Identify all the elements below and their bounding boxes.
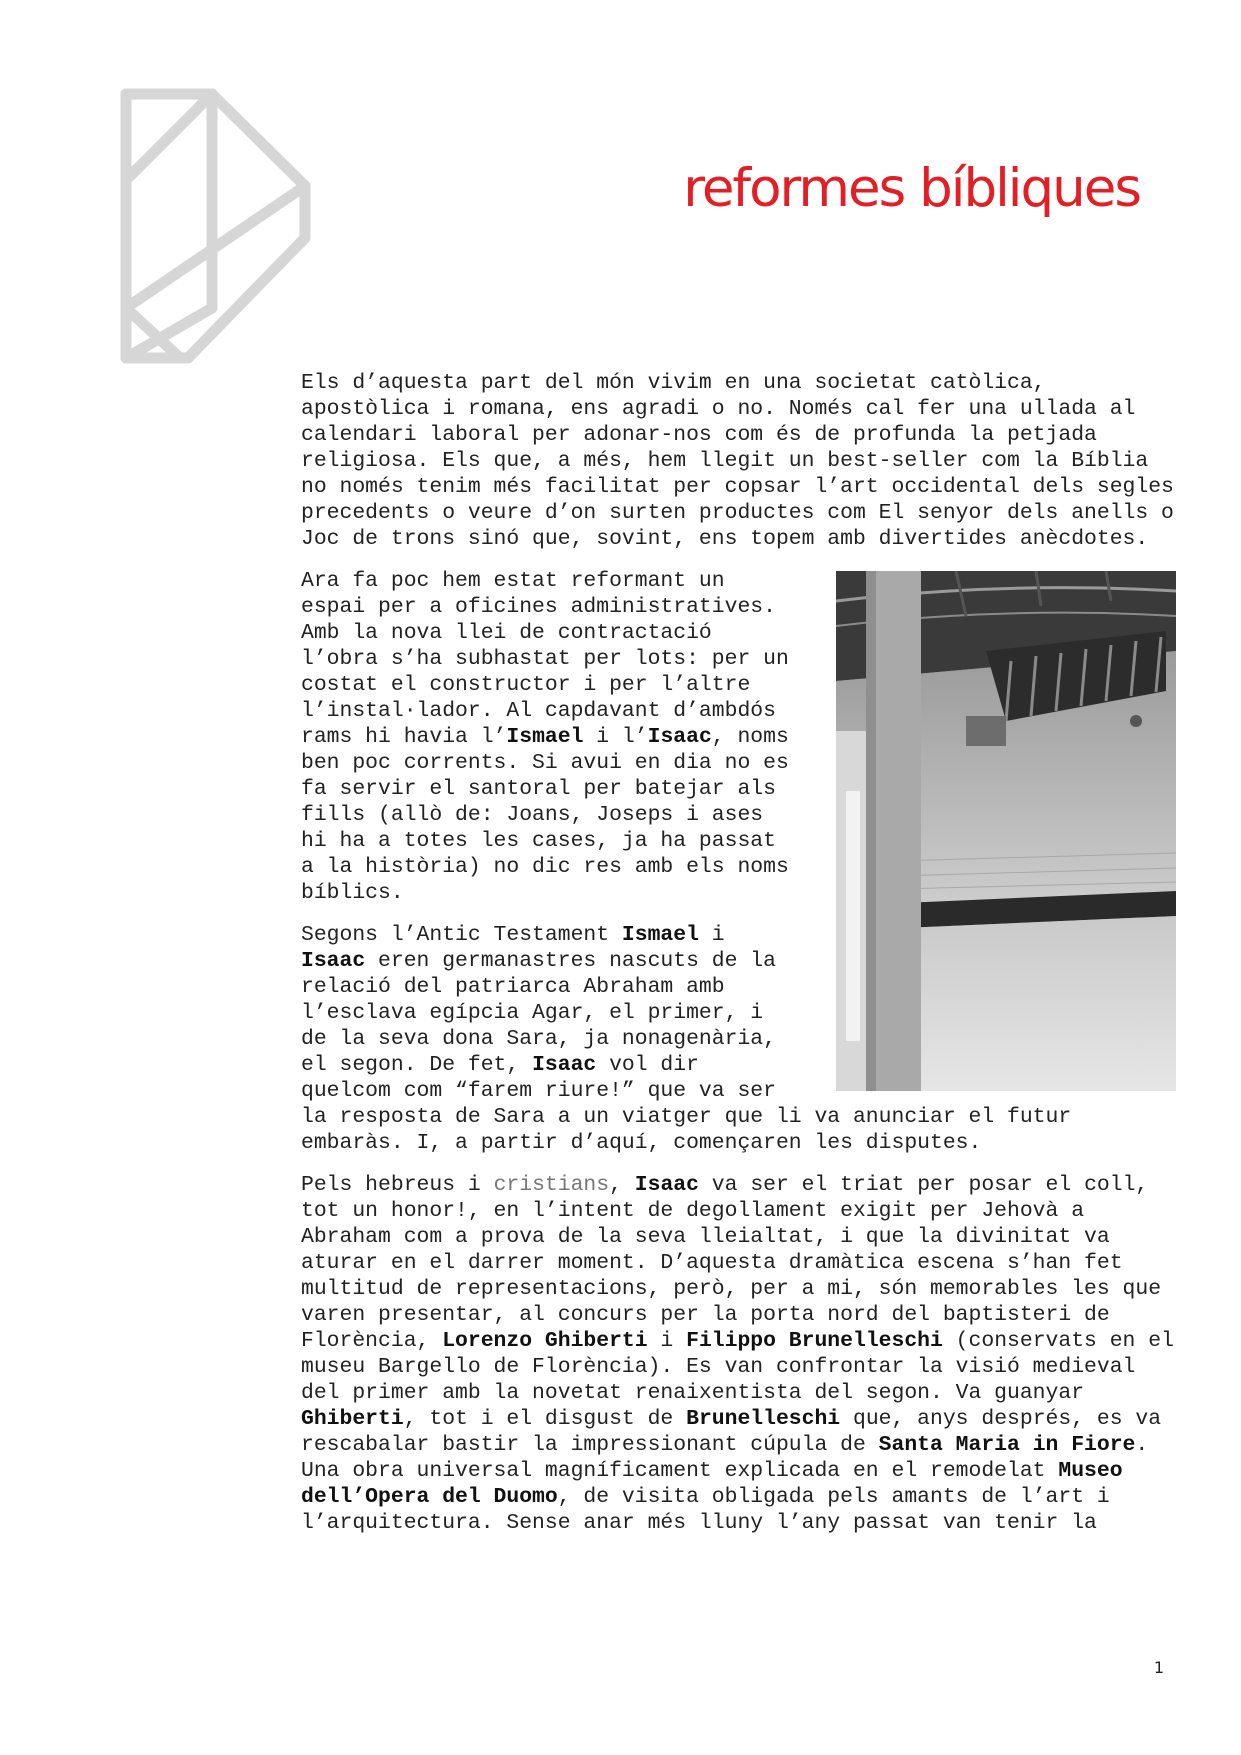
paragraph-florence: Pels hebreus i cristians, Isaac va ser el triat per posar el coll, tot un honor!, en l’intent de degollament exigit per Jehovà a Abraham com a prova de la seva lleialtat, i que la divinitat va aturar en el darrer moment. D’aquesta dramàtica escena s’han fet multitud de representacions, però, per a mi, són memorables les que varen presentar, al concurs per la porta nord del baptisteri de Florència, Lorenzo Ghiberti i Filippo Brunelleschi (conservats en el museu Bargello de Florència). Es van confrontar la visió medieval del primer amb la novetat renaixentista del segon. Va guanyar Ghiberti, tot i el disgust de Brunelleschi que, anys després, es va rescabalar bastir la impressionant cúpula de Santa Maria in Fiore. Una obra universal magníficament explicada en el remodelat Museo dell’Opera del Duomo, de visita obligada pels amants de l’art i l’arquitectura. Sense anar més lluny l’any passat van tenir la xyxy=(301,1173,1174,1535)
paragraph-intro: Els d’aquesta part del món vivim en una societat catòlica, apostòlica i romana, ens agradi o no. Només cal fer una ullada al calendari laboral per adonar-nos com és de profunda la petjada religiosa. Els que, a més, hem llegit un best-seller com la Bíblia no només tenim més facilitat per copsar l’art occidental dels segles precedents o veure d’on surten productes com El senyor dels anells o Joc de trons sinó que, sovint, ens topem amb divertides anècdotes. xyxy=(301,371,1174,551)
bookmark-logo-icon xyxy=(120,88,315,368)
page-number: 1 xyxy=(1153,1658,1164,1677)
paragraph-old-testament: Segons l’Antic Testament Ismael i Isaac eren germanastres nascuts de la relació del patriarca Abraham amb l’esclava egípcia Agar, el primer, i de la seva dona Sara, ja nonagenària, el segon. De fet, Isaac vol dir quelcom com “farem riure!” que va ser la resposta de Sara a un viatger que li va anunciar el futur embaràs. I, a partir d’aquí, començaren les disputes. xyxy=(301,923,1072,1155)
cristians-link[interactable]: cristians xyxy=(493,1173,610,1197)
construction-site-photo xyxy=(836,571,1176,1091)
page-title: reformes bíbliques xyxy=(683,158,1140,219)
article-body xyxy=(301,370,1176,1552)
paragraph-renovation: Ara fa poc hem estat reformant un espai per a oficines administratives. Amb la nova llei de contractació l’obra s’ha subhastat per lots: per un costat el constructor i per l’altre l’instal·lador. Al capdavant d’ambdós rams hi havia l’Ismael i l’Isaac, noms ben poc corrents. Si avui en dia no es fa servir el santoral per batejar als fills (allò de: Joans, Joseps i ases hi ha a totes les cases, ja ha passat a la història) no dic res amb els noms bíblics. xyxy=(301,569,789,905)
